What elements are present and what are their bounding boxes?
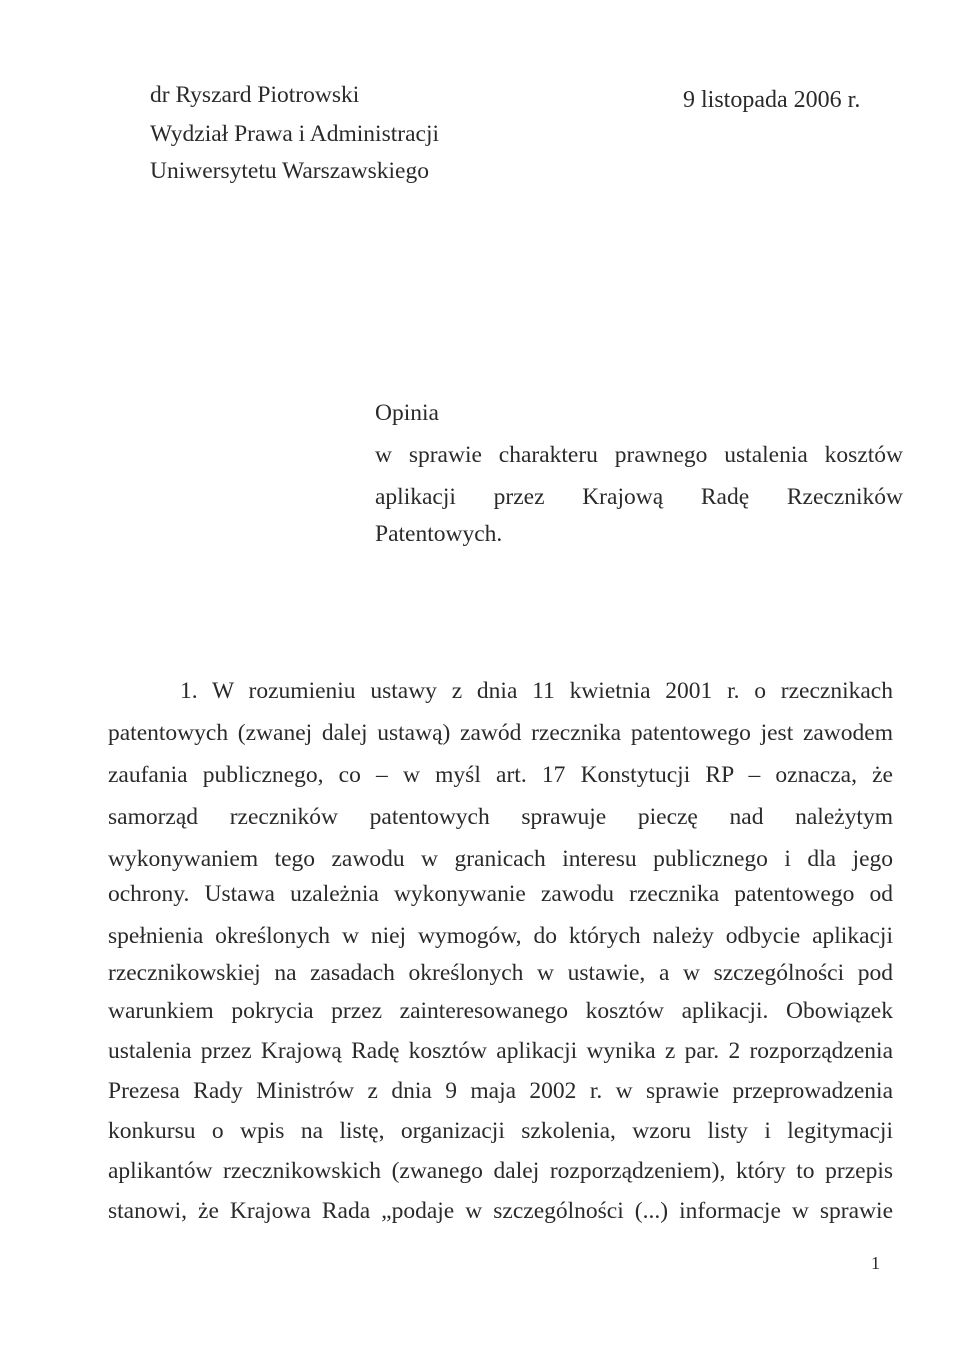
body-line: 1. W rozumieniu ustawy z dnia 11 kwietnia 2001 r. o rzecznikach — [180, 678, 893, 704]
title-heading: Opinia — [375, 400, 439, 426]
author-faculty: Wydział Prawa i Administracji — [150, 121, 439, 147]
body-line: ochrony. Ustawa uzależnia wykonywanie zawodu rzecznika patentowego od — [108, 881, 893, 907]
author-university: Uniwersytetu Warszawskiego — [150, 158, 429, 184]
body-line: rzecznikowskiej na zasadach określonych w ustawie, a w szczególności pod — [108, 960, 893, 986]
document-date: 9 listopada 2006 r. — [683, 87, 861, 113]
page-number: 1 — [871, 1253, 880, 1273]
body-line: ustalenia przez Krajową Radę kosztów aplikacji wynika z par. 2 rozporządzenia — [108, 1038, 893, 1064]
title-line: Patentowych. — [375, 521, 503, 547]
body-line: samorząd rzeczników patentowych sprawuje pieczę nad należytym — [108, 804, 893, 830]
body-line: patentowych (zwanej dalej ustawą) zawód rzecznika patentowego jest zawodem — [108, 720, 893, 746]
body-line: spełnienia określonych w niej wymogów, do których należy odbycie aplikacji — [108, 923, 893, 949]
title-line: w sprawie charakteru prawnego ustalenia kosztów — [375, 442, 903, 468]
body-line: warunkiem pokrycia przez zainteresowanego kosztów aplikacji. Obowiązek — [108, 998, 893, 1024]
body-line: stanowi, że Krajowa Rada „podaje w szczególności (...) informacje w sprawie — [108, 1198, 893, 1224]
body-line: wykonywaniem tego zawodu w granicach interesu publicznego i dla jego — [108, 846, 893, 872]
title-line: aplikacji przez Krajową Radę Rzeczników — [375, 484, 903, 510]
author-name: dr Ryszard Piotrowski — [150, 82, 360, 108]
body-line: zaufania publicznego, co – w myśl art. 17 Konstytucji RP – oznacza, że — [108, 762, 893, 788]
body-line: Prezesa Rady Ministrów z dnia 9 maja 2002 r. w sprawie przeprowadzenia — [108, 1078, 893, 1104]
body-line: konkursu o wpis na listę, organizacji szkolenia, wzoru listy i legitymacji — [108, 1118, 893, 1144]
body-line: aplikantów rzecznikowskich (zwanego dalej rozporządzeniem), który to przepis — [108, 1158, 893, 1184]
